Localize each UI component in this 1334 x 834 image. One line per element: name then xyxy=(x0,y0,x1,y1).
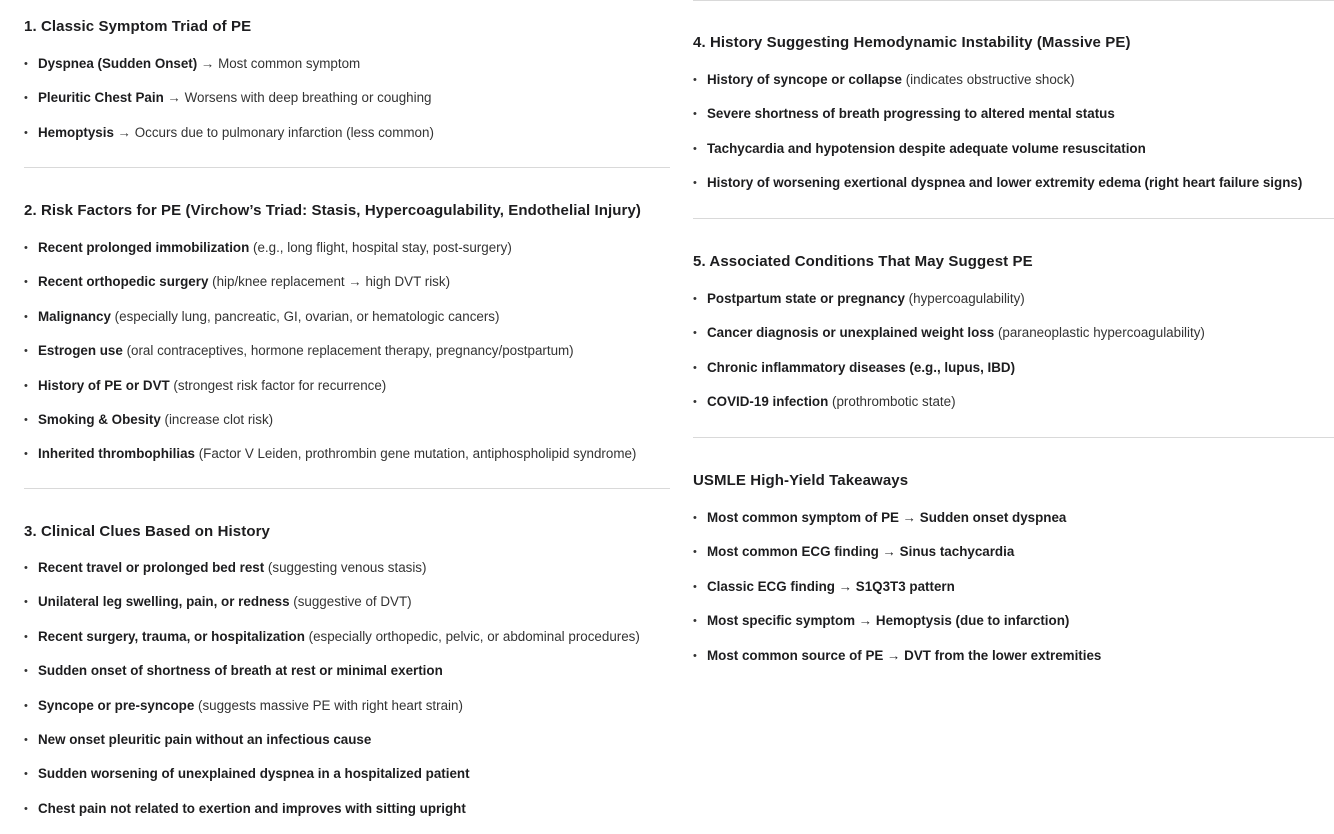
list-item xyxy=(24,308,670,342)
list-item xyxy=(24,273,670,307)
bullet-icon: • xyxy=(24,310,28,323)
item-desc: → Occurs due to pulmonary infarction (less common) xyxy=(113,124,434,140)
item-term: Tachycardia and hypotension despite adequate volume resuscitation xyxy=(707,140,1146,156)
bullet-icon: • xyxy=(693,512,697,524)
bullet-icon: • xyxy=(693,177,697,190)
item-term: Syncope or pre-syncope xyxy=(38,697,195,713)
item-desc: → Worsens with deep breathing or coughing xyxy=(163,90,432,106)
item-list xyxy=(693,290,1334,428)
bullet-icon: • xyxy=(24,126,28,139)
list-item xyxy=(693,105,1334,139)
bullet-icon: • xyxy=(24,58,28,70)
list-item xyxy=(693,647,1334,681)
section-heading: 2. Risk Factors for PE (Virchow’s Triad: Stasis, Hypercoagulability, Endothelial Injury) xyxy=(24,202,642,219)
item-term: Recent travel or prolonged bed rest xyxy=(38,560,265,575)
item-term: Inherited thrombophilias xyxy=(38,446,195,462)
item-term: Classic ECG finding → S1Q3T3 pattern xyxy=(707,578,955,594)
section-heading: 5. Associated Conditions That May Suggest PE xyxy=(693,253,1033,270)
bullet-icon: • xyxy=(693,108,697,121)
bullet-icon: • xyxy=(693,74,697,86)
bullet-icon: • xyxy=(693,615,697,628)
section-divider xyxy=(24,488,670,489)
item-desc: (Factor V Leiden, prothrombin gene mutation, antiphospholipid syndrome) xyxy=(194,446,637,462)
section-divider xyxy=(693,218,1334,219)
item-list xyxy=(24,239,670,480)
list-item xyxy=(24,628,670,662)
item-desc: (increase clot risk) xyxy=(160,411,274,427)
bullet-icon: • xyxy=(24,562,28,574)
bullet-icon: • xyxy=(24,413,28,426)
bullet-icon: • xyxy=(693,293,697,305)
bullet-icon: • xyxy=(24,92,28,105)
bullet-icon: • xyxy=(24,379,28,392)
item-term: Recent prolonged immobilization xyxy=(38,240,250,255)
list-item xyxy=(693,509,1334,543)
section-heading: USMLE High-Yield Takeaways xyxy=(693,472,909,489)
list-item xyxy=(24,55,670,89)
section-divider xyxy=(693,437,1334,438)
item-term: Recent surgery, trauma, or hospitalization xyxy=(38,628,305,644)
bullet-icon: • xyxy=(24,699,28,712)
item-term: Severe shortness of breath progressing to altered mental status xyxy=(707,106,1115,122)
bullet-icon: • xyxy=(24,276,28,289)
list-item xyxy=(24,559,670,593)
item-term: Most specific symptom → Hemoptysis (due to infarction) xyxy=(707,613,1070,629)
item-term: Recent orthopedic surgery xyxy=(38,274,209,290)
bullet-icon: • xyxy=(24,733,28,746)
section-clinical-clues xyxy=(24,523,670,834)
list-item xyxy=(24,411,670,445)
section-heading: 3. Clinical Clues Based on History xyxy=(24,523,270,540)
list-item xyxy=(693,174,1334,208)
item-term: History of syncope or collapse xyxy=(707,72,902,87)
item-term: Most common source of PE → DVT from the lower extremities xyxy=(707,647,1102,663)
top-divider xyxy=(693,0,1334,1)
item-desc: (hypercoagulability) xyxy=(904,291,1025,306)
list-item xyxy=(693,578,1334,612)
item-term: Most common ECG finding → Sinus tachycardia xyxy=(707,544,1015,560)
list-item xyxy=(693,140,1334,174)
list-item xyxy=(24,593,670,627)
bullet-icon: • xyxy=(693,580,697,593)
bullet-icon: • xyxy=(24,242,28,254)
bullet-icon: • xyxy=(693,327,697,340)
item-list xyxy=(693,71,1334,209)
item-term: Cancer diagnosis or unexplained weight loss xyxy=(707,325,995,341)
bullet-icon: • xyxy=(693,546,697,559)
bullet-icon: • xyxy=(24,630,28,643)
list-item xyxy=(693,393,1334,427)
item-term: Estrogen use xyxy=(38,343,123,359)
item-desc: (especially orthopedic, pelvic, or abdominal procedures) xyxy=(304,628,640,644)
list-item xyxy=(24,697,670,731)
list-item xyxy=(693,290,1334,324)
section-associated-conditions xyxy=(693,253,1334,428)
list-item xyxy=(693,612,1334,646)
list-item xyxy=(24,800,670,834)
item-term: History of worsening exertional dyspnea and lower extremity edema (right heart failure signs) xyxy=(707,175,1303,191)
bullet-icon: • xyxy=(24,448,28,461)
bullet-icon: • xyxy=(693,396,697,409)
bullet-icon: • xyxy=(24,665,28,678)
item-desc: (strongest risk factor for recurrence) xyxy=(169,377,387,393)
section-heading: 1. Classic Symptom Triad of PE xyxy=(24,18,252,35)
list-item xyxy=(693,543,1334,577)
item-term: Hemoptysis xyxy=(38,124,114,140)
list-item xyxy=(24,662,670,696)
list-item xyxy=(24,342,670,376)
section-divider xyxy=(24,167,670,168)
item-list xyxy=(693,509,1334,681)
item-term: Smoking & Obesity xyxy=(38,411,161,427)
item-desc: (hip/knee replacement → high DVT risk) xyxy=(208,274,451,290)
item-desc: (especially lung, pancreatic, GI, ovarian, or hematologic cancers) xyxy=(110,308,500,324)
section-usmle-takeaways xyxy=(693,472,1334,681)
item-term: COVID-19 infection xyxy=(707,394,829,410)
list-item xyxy=(24,89,670,123)
item-desc: (e.g., long flight, hospital stay, post-surgery) xyxy=(249,240,512,255)
item-term: Sudden onset of shortness of breath at rest or minimal exertion xyxy=(38,663,443,679)
item-desc: (suggesting venous stasis) xyxy=(264,560,427,575)
item-desc: (suggestive of DVT) xyxy=(289,594,412,610)
item-desc: (paraneoplastic hypercoagulability) xyxy=(994,325,1205,341)
item-term: New onset pleuritic pain without an infectious cause xyxy=(38,731,372,747)
section-classic-triad xyxy=(24,18,670,158)
section-heading: 4. History Suggesting Hemodynamic Instability (Massive PE) xyxy=(693,34,1131,51)
item-term: Chest pain not related to exertion and improves with sitting upright xyxy=(38,800,466,816)
item-term: Sudden worsening of unexplained dyspnea in a hospitalized patient xyxy=(38,766,470,782)
list-item xyxy=(693,71,1334,105)
item-term: Chronic inflammatory diseases (e.g., lupus, IBD) xyxy=(707,359,1016,375)
item-desc: (prothrombotic state) xyxy=(828,394,956,410)
bullet-icon: • xyxy=(24,768,28,781)
list-item xyxy=(24,239,670,273)
item-list xyxy=(24,55,670,158)
item-desc: → Most common symptom xyxy=(197,56,361,71)
bullet-icon: • xyxy=(24,802,28,815)
item-term: Malignancy xyxy=(38,308,111,324)
item-desc: (suggests massive PE with right heart strain) xyxy=(194,697,463,713)
list-item xyxy=(693,359,1334,393)
bullet-icon: • xyxy=(693,361,697,374)
section-risk-factors xyxy=(24,202,670,480)
list-item xyxy=(693,324,1334,358)
item-term: Pleuritic Chest Pain xyxy=(38,90,164,106)
item-desc: (indicates obstructive shock) xyxy=(901,72,1075,87)
section-hemodynamic-instability xyxy=(693,34,1334,209)
bullet-icon: • xyxy=(24,596,28,609)
list-item xyxy=(24,765,670,799)
list-item xyxy=(24,377,670,411)
item-term: Dyspnea (Sudden Onset) xyxy=(38,56,198,71)
list-item xyxy=(24,445,670,479)
item-term: History of PE or DVT xyxy=(38,377,170,393)
bullet-icon: • xyxy=(24,345,28,358)
bullet-icon: • xyxy=(693,142,697,155)
item-term: Unilateral leg swelling, pain, or redness xyxy=(38,594,290,610)
list-item xyxy=(24,124,670,158)
item-term: Postpartum state or pregnancy xyxy=(707,291,905,306)
bullet-icon: • xyxy=(693,649,697,662)
list-item xyxy=(24,731,670,765)
item-term: Most common symptom of PE → Sudden onset dyspnea xyxy=(707,510,1067,525)
item-desc: (oral contraceptives, hormone replacement therapy, pregnancy/postpartum) xyxy=(122,343,574,359)
item-list xyxy=(24,559,670,834)
